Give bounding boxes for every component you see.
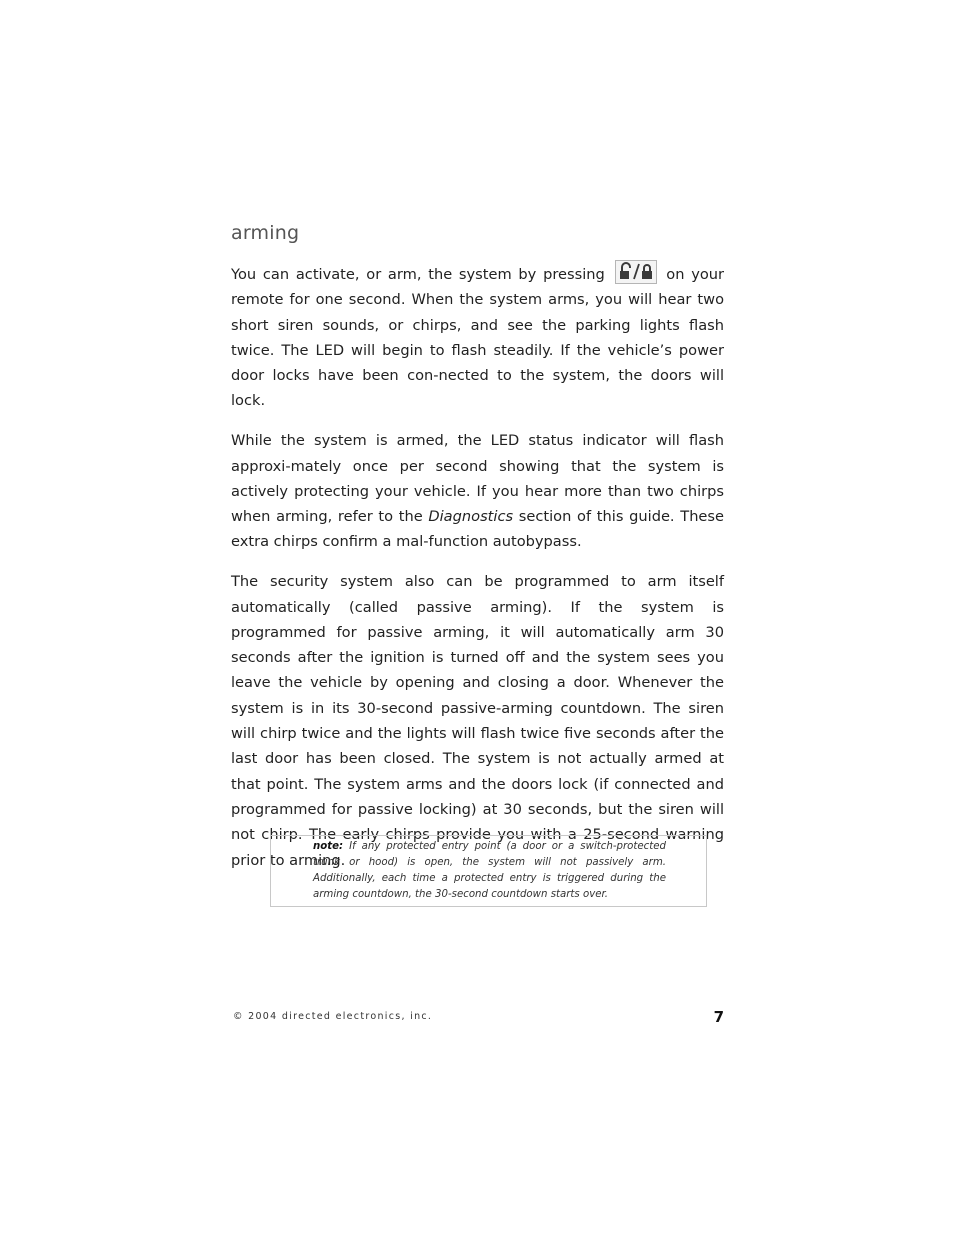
lock-unlock-button-icon [615, 260, 657, 284]
note-body: If any protected entry point (a door or a switch-protected trunk or hood) is open, the system will not passively arm. Additionally, each time a protected entry is triggered during the arming countdown, the 30-second countdown starts over. [313, 841, 666, 900]
footer-copyright: © 2004 directed electronics, inc. [233, 1011, 433, 1022]
page-number: 7 [713, 1008, 724, 1026]
note-text [313, 839, 666, 903]
paragraph-1-end: on your remote for one second. When the system arms, you will hear two short siren sounds, or chirps, and see the parking lights flash twice. The LED will begin to flash steadily. If the vehicle’s power door locks have been con-nected to the system, the doors will lock. [231, 266, 725, 410]
paragraph-passive-arming: The security system also can be programmed to arm itself automatically (called passive arming). If the system is programmed for passive arming, it will automatically arm 30 seconds after the ignition is turned off and the system sees you leave the vehicle by opening and closing a door. Whenever the system is in its 30-second passive-arming countdown. The siren will chirp twice and the lights will flash twice five seconds after the last door has been closed. The system is not actually armed at that point. The system arms and the doors lock (if connected and programmed for passive locking) at 30 seconds, but the siren will not chirp. The early chirps provide you with a 25-second warning prior to arming. [231, 573, 724, 869]
paragraph-arming-intro [231, 262, 724, 414]
diagnostics-reference: Diagnostics [428, 508, 514, 526]
note-label: note: [313, 841, 344, 852]
note-box [270, 835, 707, 907]
paragraph-2-start: While the system is armed, the LED status indicator will flash approxi-mately once per second showing that the system is actively protecting your vehicle. If you hear more than two chirps when arming, refer to the [231, 432, 724, 526]
paragraph-1-start: You can activate, or arm, the system by pressing [231, 266, 605, 283]
page-body [231, 220, 724, 873]
paragraph-led-status [231, 428, 724, 554]
section-title: arming [231, 222, 300, 244]
paragraph-2-end: section of this guide. These extra chirps confirm a mal-function autobypass. [231, 508, 724, 551]
